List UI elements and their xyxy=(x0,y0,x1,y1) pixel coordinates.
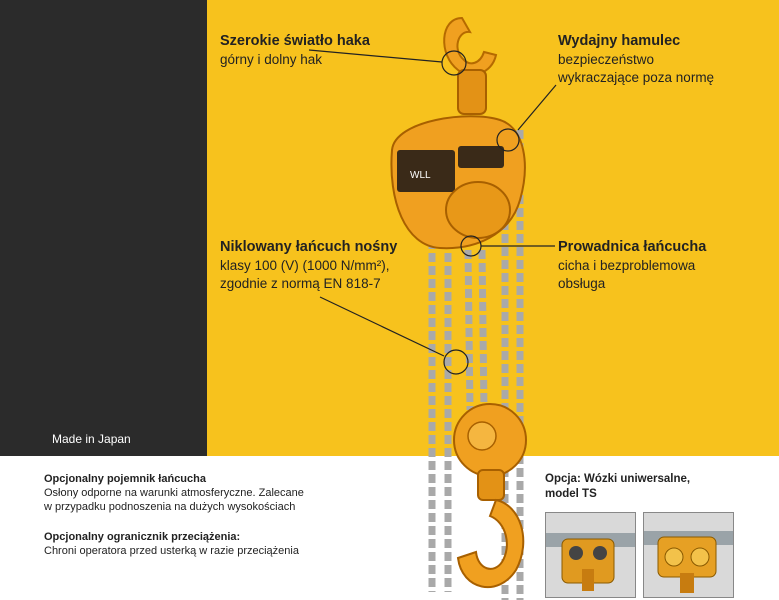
callout-brake xyxy=(558,32,714,87)
callout-brake-desc2: wykraczające poza normę xyxy=(558,70,715,85)
trolley-icon xyxy=(644,513,733,597)
option-line1: Opcja: Wózki uniwersalne, xyxy=(545,473,691,485)
top-hook-icon xyxy=(444,18,496,114)
trolley-thumbnail-1 xyxy=(545,512,636,598)
callout-guide-title: Prowadnica łańcucha xyxy=(558,239,707,255)
callout-chain-title: Niklowany łańcuch nośny xyxy=(220,239,398,255)
callout-guide xyxy=(558,238,706,293)
callout-brake-title: Wydajny hamulec xyxy=(558,33,681,49)
info-chain-container xyxy=(44,472,304,514)
info-limiter-line1: Chroni operatora przed usterką w razie przeciążenia xyxy=(44,545,299,557)
callout-hook-desc: górny i dolny hak xyxy=(220,52,323,67)
callout-chain-desc2: zgodnie z normą EN 818-7 xyxy=(220,276,381,291)
hoist-plate-label: WLL xyxy=(410,170,431,181)
trolley-icon xyxy=(546,513,635,597)
option-line2: model TS xyxy=(545,488,597,500)
trolley-thumbnail-2 xyxy=(643,512,734,598)
callout-guide-desc1: cicha i bezproblemowa xyxy=(558,258,696,273)
made-in-label: Made in Japan xyxy=(52,432,131,446)
callout-brake-desc1: bezpieczeństwo xyxy=(558,52,655,67)
option-trolley-label xyxy=(545,472,690,502)
callout-hook-title: Szerokie światło haka xyxy=(220,33,370,49)
info-overload-limiter xyxy=(44,530,299,558)
callout-hook xyxy=(220,32,370,69)
info-container-line1: Osłony odporne na warunki atmosferyczne. Zalecane xyxy=(44,487,304,499)
info-container-title: Opcjonalny pojemnik łańcucha xyxy=(44,473,206,485)
info-limiter-title: Opcjonalny ogranicznik przeciążenia: xyxy=(44,531,241,543)
info-container-line2: w przypadku podnoszenia na dużych wysokościach xyxy=(44,501,296,513)
bottom-hook-icon xyxy=(454,404,526,587)
callout-chain xyxy=(220,238,397,293)
callout-chain-desc1: klasy 100 (V) (1000 N/mm²), xyxy=(220,258,390,273)
callout-guide-desc2: obsługa xyxy=(558,276,606,291)
